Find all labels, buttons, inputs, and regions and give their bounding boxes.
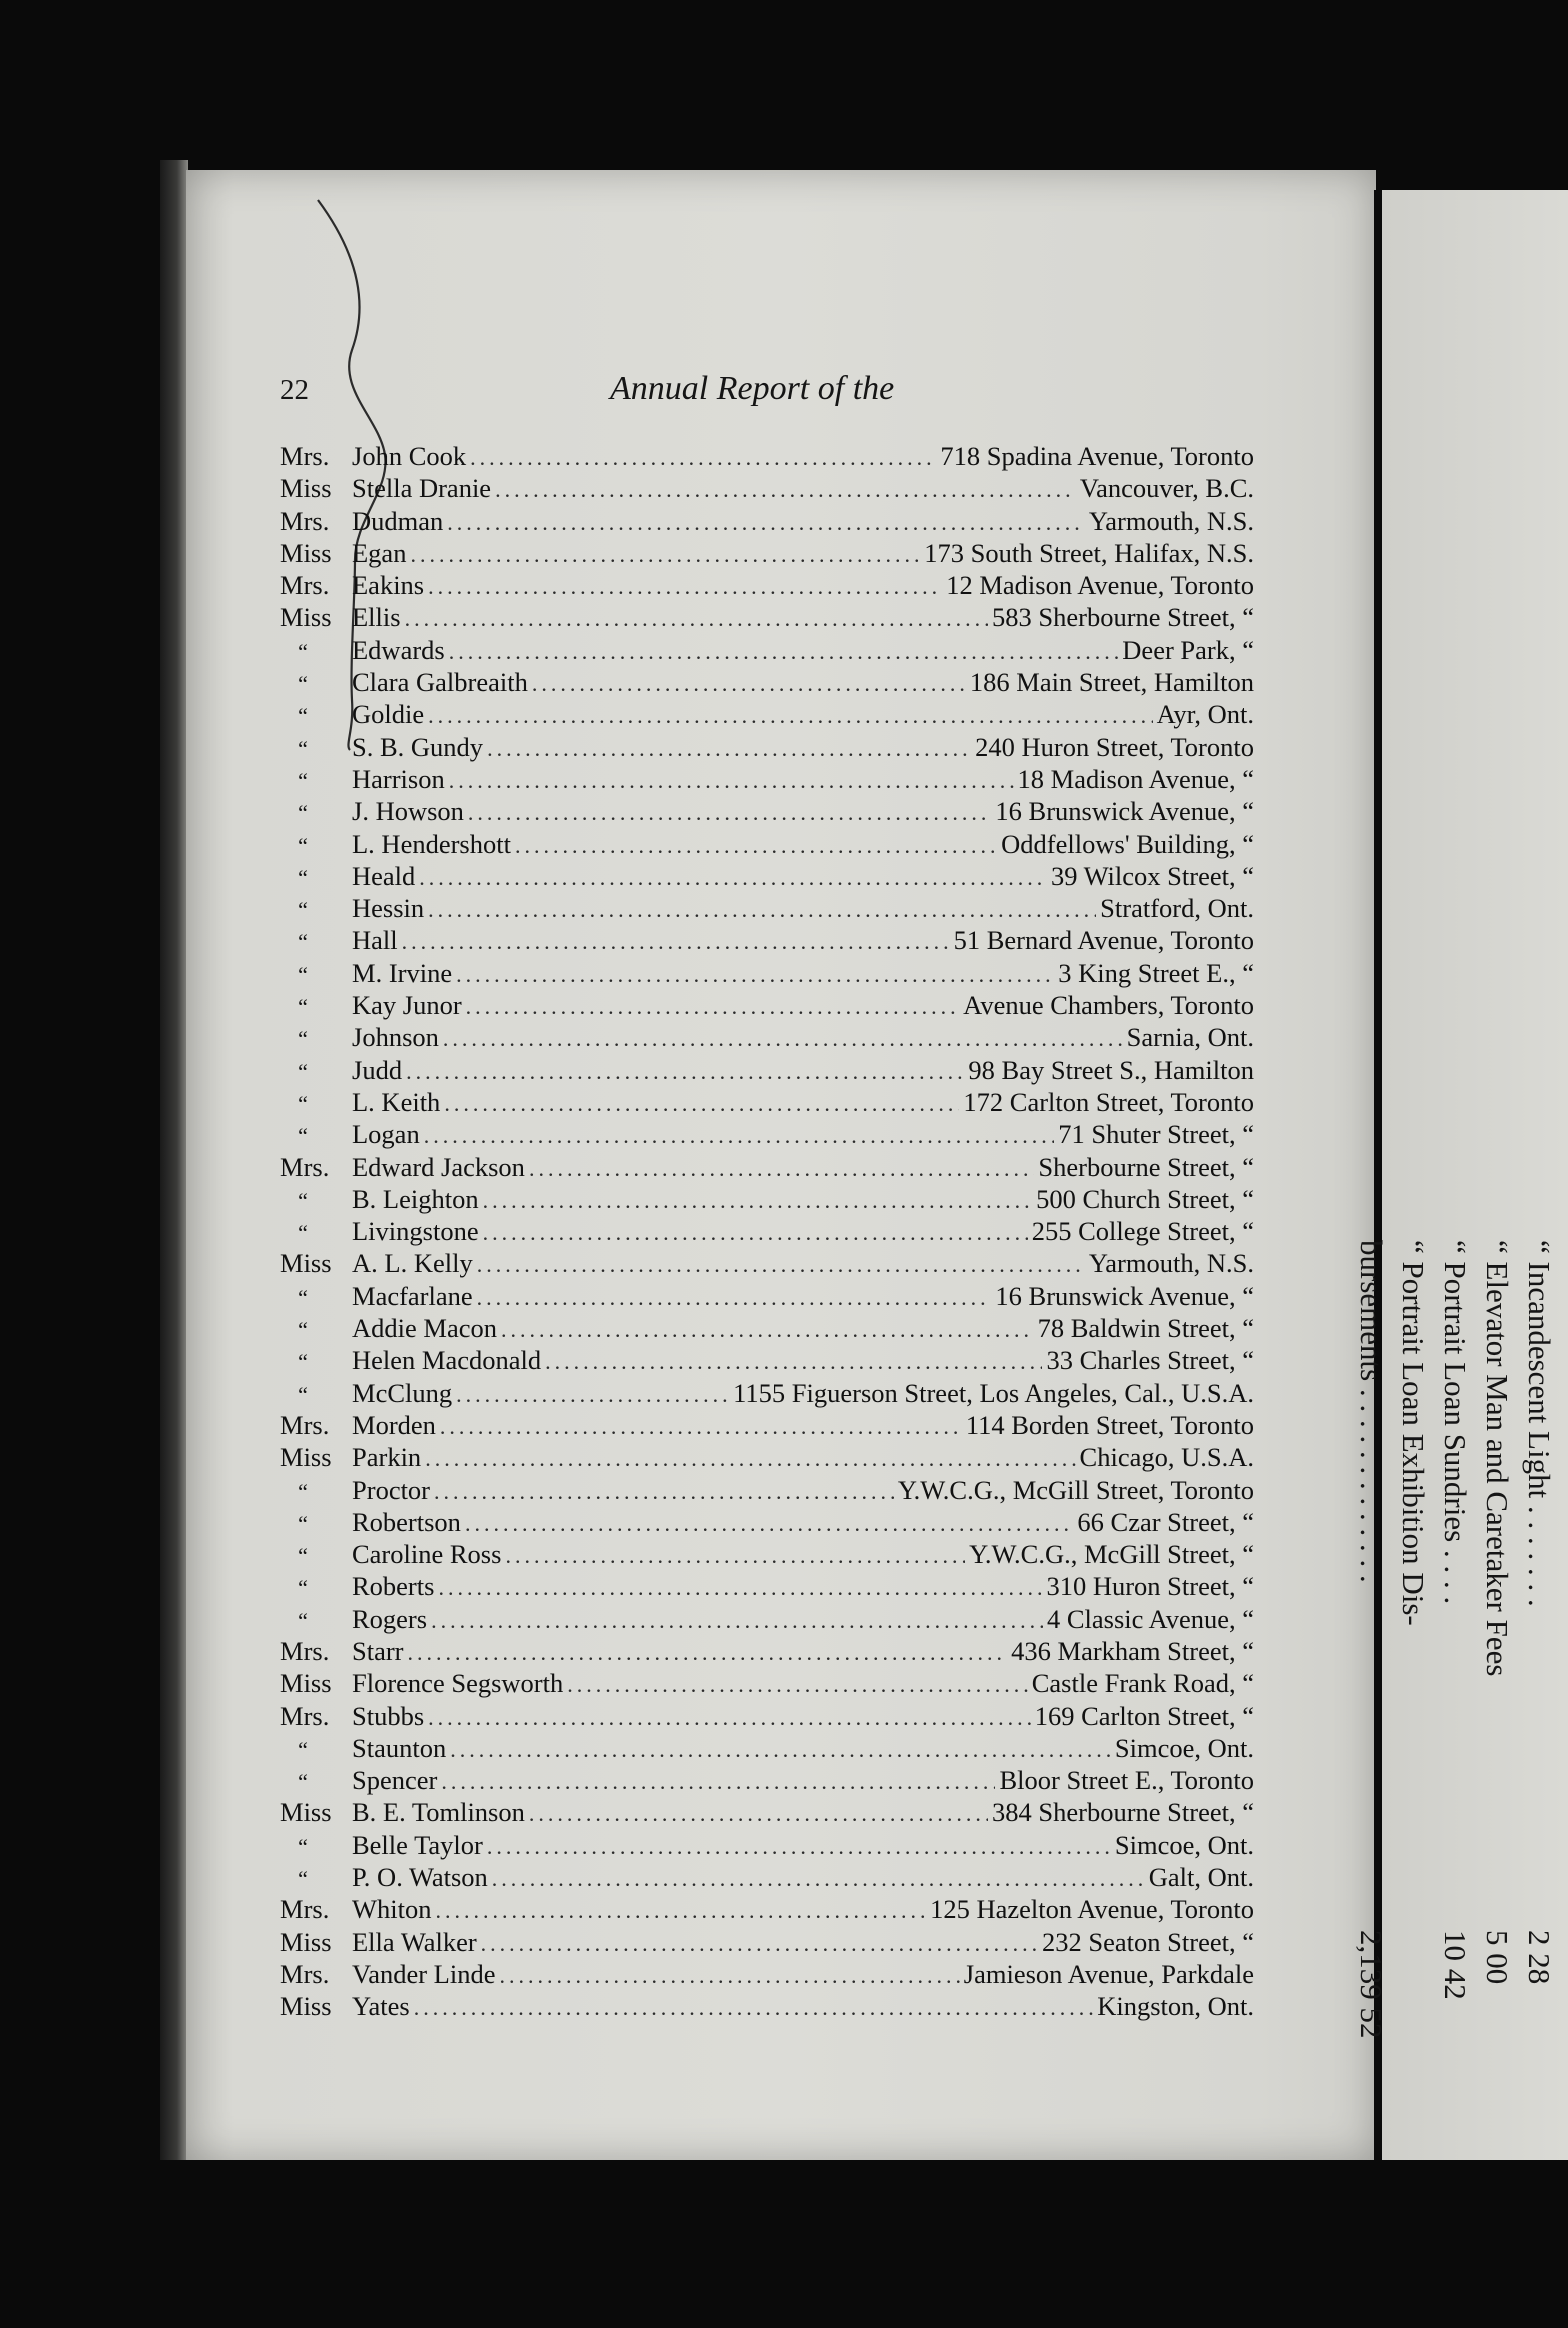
list-item (280, 505, 1254, 537)
list-item (280, 1021, 1254, 1053)
entry-title: Mrs. (280, 1700, 330, 1731)
entry-address: 114 Borden Street, Toronto (965, 1409, 1254, 1440)
entry-title: “ (298, 638, 308, 664)
entry-title: “ (298, 1607, 308, 1633)
facing-page-amount: 2,139 52 (1354, 1930, 1389, 2039)
facing-page-label: “ Portrait Loan Exhibition Dis- (1396, 1240, 1431, 1626)
dot-leader (501, 1314, 1034, 1346)
facing-page-label: bursements . . . . . . . . . . . . . (1354, 1240, 1389, 1583)
entry-name: P. O. Watson (352, 1862, 488, 1893)
entry-address: Vancouver, B.C. (1079, 473, 1254, 504)
dot-leader (529, 1798, 988, 1830)
entry-name: Kay Junor (352, 990, 462, 1021)
entry-address: 66 Czar Street, “ (1077, 1506, 1254, 1537)
facing-page-amount: 10 42 (1438, 1930, 1473, 2000)
entry-name: Robertson (352, 1506, 461, 1537)
dot-leader (487, 1831, 1111, 1863)
entry-address: Y.W.C.G., McGill Street, Toronto (897, 1474, 1254, 1505)
entry-address: Stratford, Ont. (1100, 893, 1254, 924)
entry-name: Stubbs (352, 1700, 425, 1731)
entry-name: Rogers (352, 1603, 428, 1634)
entry-title: “ (298, 1317, 308, 1343)
entry-address: Bloor Street E., Toronto (999, 1765, 1254, 1796)
list-item (280, 1118, 1254, 1150)
dot-leader (440, 1411, 962, 1443)
entry-name: Harrison (352, 763, 445, 794)
list-item (280, 1344, 1254, 1376)
dot-leader (465, 1508, 1073, 1540)
entry-address: 583 Sherbourne Street, “ (992, 602, 1254, 633)
list-item (280, 666, 1254, 698)
facing-page-row (1392, 1240, 1434, 2020)
entry-name: L. Hendershott (352, 828, 511, 859)
facing-page-amount: 5 00 (1480, 1930, 1515, 1985)
entry-name: Starr (352, 1635, 404, 1666)
entry-name: Proctor (352, 1474, 431, 1505)
facing-page-row (1518, 1240, 1560, 2020)
list-item (280, 537, 1254, 569)
entry-title: “ (298, 1349, 308, 1375)
entry-title: Miss (280, 602, 332, 633)
list-item (280, 1183, 1254, 1215)
entry-address: Simcoe, Ont. (1114, 1732, 1254, 1763)
entry-address: Galt, Ont. (1148, 1862, 1254, 1893)
dot-leader (428, 571, 942, 603)
entry-address: 4 Classic Avenue, “ (1046, 1603, 1254, 1634)
dot-leader (449, 636, 1119, 668)
dot-leader (492, 1863, 1145, 1895)
entry-title: Miss (280, 1797, 332, 1828)
entry-title: Mrs. (280, 1958, 330, 1989)
dot-leader (405, 603, 988, 635)
dot-leader (500, 1960, 960, 1992)
list-item (280, 795, 1254, 827)
entry-address: Sarnia, Ont. (1126, 1022, 1254, 1053)
dot-leader (443, 1023, 1123, 1055)
entry-address: 240 Huron Street, Toronto (975, 731, 1254, 762)
entry-address: 33 Charles Street, “ (1046, 1345, 1254, 1376)
entry-address: 39 Wilcox Street, “ (1050, 860, 1254, 891)
entry-name: B. Leighton (352, 1183, 479, 1214)
entry-title: Miss (280, 1248, 332, 1279)
entry-address: Jamieson Avenue, Parkdale (963, 1958, 1254, 1989)
entry-address: 98 Bay Street S., Hamilton (968, 1054, 1254, 1085)
entry-address: Castle Frank Road, “ (1031, 1668, 1254, 1699)
entry-title: “ (298, 1736, 308, 1762)
dot-leader (532, 668, 966, 700)
entry-address: Deer Park, “ (1122, 634, 1254, 665)
entry-address: 78 Baldwin Street, “ (1037, 1313, 1254, 1344)
list-item (280, 1893, 1254, 1925)
entry-name: Livingstone (352, 1216, 479, 1247)
dot-leader (468, 797, 992, 829)
dot-leader (481, 1928, 1038, 1960)
entry-name: L. Keith (352, 1086, 441, 1117)
list-item (280, 601, 1254, 633)
entry-name: Heald (352, 860, 416, 891)
list-item (280, 1958, 1254, 1990)
list-item (280, 1215, 1254, 1247)
facing-page-label: “ Elevator Man and Caretaker Fees (1480, 1240, 1515, 1677)
dot-leader (483, 1185, 1033, 1217)
list-item (280, 1247, 1254, 1279)
entry-title: Miss (280, 1991, 332, 2022)
entry-address: 18 Madison Avenue, “ (1017, 763, 1254, 794)
list-item (280, 1990, 1254, 2022)
page-header (280, 370, 1250, 414)
list-item (280, 1764, 1254, 1796)
list-item (280, 1635, 1254, 1667)
facing-page-amount: 2 28 (1522, 1930, 1557, 1985)
facing-page-row (1434, 1240, 1476, 2020)
entry-name: Judd (352, 1054, 403, 1085)
entry-address: 12 Madison Avenue, Toronto (946, 570, 1254, 601)
list-item (280, 1861, 1254, 1893)
list-item (280, 1377, 1254, 1409)
entry-title: “ (298, 735, 308, 761)
dot-leader (477, 1249, 1085, 1281)
entry-address: Simcoe, Ont. (1114, 1829, 1254, 1860)
dot-leader (450, 1734, 1111, 1766)
entry-title: Miss (280, 537, 332, 568)
list-item (280, 1474, 1254, 1506)
dot-leader (425, 1443, 1075, 1475)
entry-name: Johnson (352, 1022, 439, 1053)
entry-title: Mrs. (280, 1151, 330, 1182)
running-title: Annual Report of the (610, 370, 895, 407)
entry-name: Macfarlane (352, 1280, 473, 1311)
list-item (280, 569, 1254, 601)
entry-address: 500 Church Street, “ (1036, 1183, 1254, 1214)
entry-title: Mrs. (280, 441, 330, 471)
list-item (280, 1538, 1254, 1570)
entry-name: Spencer (352, 1765, 438, 1796)
list-item (280, 892, 1254, 924)
entry-name: Morden (352, 1409, 436, 1440)
dot-leader (545, 1346, 1042, 1378)
entry-address: 718 Spadina Avenue, Toronto (940, 441, 1254, 471)
entry-title: “ (298, 897, 308, 923)
entry-name: A. L. Kelly (352, 1248, 473, 1279)
list-item (280, 1506, 1254, 1538)
dot-leader (505, 1540, 965, 1572)
list-item (280, 634, 1254, 666)
entry-address: Yarmouth, N.S. (1088, 1248, 1254, 1279)
entry-name: J. Howson (352, 796, 464, 827)
entry-title: Miss (280, 1668, 332, 1699)
dot-leader (495, 474, 1076, 506)
facing-page-rotated-text (1354, 1240, 1560, 2039)
list-item (280, 1732, 1254, 1764)
list-item (280, 472, 1254, 504)
dot-leader (456, 959, 1054, 991)
list-item (280, 1667, 1254, 1699)
list-item (280, 1409, 1254, 1441)
entry-name: Yates (352, 1991, 410, 2022)
entry-address: 51 Bernard Avenue, Toronto (953, 925, 1254, 956)
entry-title: Mrs. (280, 505, 330, 536)
list-item (280, 1086, 1254, 1118)
dot-leader (483, 1217, 1028, 1249)
entry-address: 16 Brunswick Avenue, “ (995, 796, 1254, 827)
dot-leader (402, 926, 950, 958)
entry-title: “ (298, 1026, 308, 1052)
entry-title: Miss (280, 473, 332, 504)
list-item (280, 1829, 1254, 1861)
list-item (280, 860, 1254, 892)
entry-name: McClung (352, 1377, 453, 1408)
entry-title: “ (298, 961, 308, 987)
facing-page-label: “ Incandescent Light . . . . . . . (1522, 1240, 1557, 1607)
list-item (280, 1603, 1254, 1635)
entry-address: 71 Shuter Street, “ (1058, 1119, 1254, 1150)
dot-leader (414, 1992, 1094, 2024)
dot-leader (466, 991, 960, 1023)
entry-address: Chicago, U.S.A. (1079, 1442, 1254, 1473)
list-item (280, 1700, 1254, 1732)
entry-name: Eakins (352, 570, 425, 601)
list-item (280, 1570, 1254, 1602)
entry-title: Mrs. (280, 570, 330, 601)
entry-title: Mrs. (280, 1409, 330, 1440)
entry-title: Mrs. (280, 1635, 330, 1666)
entry-name: Ella Walker (352, 1926, 477, 1957)
facing-page-row (1476, 1240, 1518, 2020)
entry-name: Dudman (352, 505, 444, 536)
member-list (280, 440, 1254, 2023)
dot-leader (441, 1766, 995, 1798)
entry-title: “ (298, 767, 308, 793)
entry-name: Egan (352, 537, 407, 568)
dot-leader (447, 507, 1085, 539)
entry-name: John Cook (352, 441, 467, 471)
entry-title: “ (298, 800, 308, 826)
entry-name: Caroline Ross (352, 1539, 502, 1570)
entry-address: Kingston, Ont. (1097, 1991, 1254, 2022)
list-item (280, 1796, 1254, 1828)
entry-address: 186 Main Street, Hamilton (969, 667, 1254, 698)
entry-title: “ (298, 703, 308, 729)
entry-title: “ (298, 1510, 308, 1536)
list-item (280, 698, 1254, 730)
entry-title: Mrs. (280, 1894, 330, 1925)
entry-name: Goldie (352, 699, 425, 730)
entry-address: 173 South Street, Halifax, N.S. (924, 537, 1254, 568)
list-item (280, 731, 1254, 763)
dot-leader (470, 442, 936, 474)
dot-leader (567, 1669, 1028, 1701)
list-item (280, 1280, 1254, 1312)
entry-title: “ (298, 832, 308, 858)
entry-address: 310 Huron Street, “ (1046, 1571, 1254, 1602)
dot-leader (444, 1088, 959, 1120)
dot-leader (424, 1120, 1055, 1152)
entry-address: 384 Sherbourne Street, “ (992, 1797, 1254, 1828)
entry-title: “ (298, 1187, 308, 1213)
dot-leader (529, 1153, 1034, 1185)
entry-address: 169 Carlton Street, “ (1034, 1700, 1254, 1731)
entry-title: “ (298, 671, 308, 697)
entry-address: 1155 Figuerson Street, Los Angeles, Cal., U.S.A. (733, 1377, 1254, 1408)
entry-name: Edward Jackson (352, 1151, 525, 1182)
entry-name: Stella Dranie (352, 473, 492, 504)
dot-leader (487, 733, 971, 765)
entry-address: 16 Brunswick Avenue, “ (995, 1280, 1254, 1311)
entry-name: Parkin (352, 1442, 422, 1473)
entry-title: “ (298, 1284, 308, 1310)
entry-title: “ (298, 1220, 308, 1246)
entry-address: 255 College Street, “ (1031, 1216, 1254, 1247)
dot-leader (428, 1702, 1031, 1734)
list-item (280, 957, 1254, 989)
entry-name: Addie Macon (352, 1313, 497, 1344)
entry-title: “ (298, 929, 308, 955)
entry-title: “ (298, 1769, 308, 1795)
list-item (280, 1312, 1254, 1344)
entry-name: Florence Segsworth (352, 1668, 564, 1699)
dot-leader (436, 1895, 927, 1927)
entry-name: Hall (352, 925, 398, 956)
entry-address: Oddfellows' Building, “ (1001, 828, 1254, 859)
entry-address: 436 Markham Street, “ (1011, 1635, 1254, 1666)
list-item (280, 763, 1254, 795)
entry-title: “ (298, 1381, 308, 1407)
entry-title: “ (298, 1090, 308, 1116)
dot-leader (408, 1637, 1008, 1669)
page-number: 22 (280, 374, 309, 406)
entry-address: Y.W.C.G., McGill Street, “ (969, 1539, 1254, 1570)
entry-title: “ (298, 864, 308, 890)
entry-name: Edwards (352, 634, 445, 665)
dot-leader (515, 830, 997, 862)
entry-name: Hessin (352, 893, 425, 924)
entry-name: Ellis (352, 602, 401, 633)
entry-name: Helen Macdonald (352, 1345, 542, 1376)
dot-leader (406, 1056, 964, 1088)
entry-name: Vander Linde (352, 1958, 496, 1989)
entry-title: “ (298, 994, 308, 1020)
list-item (280, 924, 1254, 956)
dot-leader (456, 1379, 729, 1411)
entry-name: Whiton (352, 1894, 432, 1925)
list-item (280, 828, 1254, 860)
facing-page-row (1350, 1240, 1392, 2039)
entry-name: Logan (352, 1119, 420, 1150)
entry-name: Belle Taylor (352, 1829, 483, 1860)
list-item (280, 1054, 1254, 1086)
book-binding-edge (160, 160, 188, 2160)
entry-address: 3 King Street E., “ (1058, 957, 1254, 988)
list-item (280, 440, 1254, 472)
dot-leader (428, 894, 1096, 926)
list-item (280, 1151, 1254, 1183)
entry-title: “ (298, 1543, 308, 1569)
entry-title: “ (298, 1833, 308, 1859)
dot-leader (431, 1605, 1043, 1637)
list-item (280, 1926, 1254, 1958)
facing-page-label: “ Portrait Loan Sundries . . . . (1438, 1240, 1473, 1605)
entry-title: “ (298, 1575, 308, 1601)
entry-title: “ (298, 1123, 308, 1149)
dot-leader (434, 1476, 894, 1508)
entry-address: Avenue Chambers, Toronto (963, 990, 1254, 1021)
entry-title: “ (298, 1478, 308, 1504)
dot-leader (477, 1282, 992, 1314)
list-item (280, 989, 1254, 1021)
entry-name: Clara Galbreaith (352, 667, 528, 698)
entry-address: 125 Hazelton Avenue, Toronto (930, 1894, 1254, 1925)
entry-address: Yarmouth, N.S. (1088, 505, 1254, 536)
entry-title: Miss (280, 1442, 332, 1473)
dot-leader (449, 765, 1014, 797)
entry-address: 172 Carlton Street, Toronto (963, 1086, 1254, 1117)
entry-name: S. B. Gundy (352, 731, 484, 762)
entry-title: “ (298, 1058, 308, 1084)
entry-address: Ayr, Ont. (1156, 699, 1254, 730)
dot-leader (438, 1572, 1042, 1604)
entry-name: Staunton (352, 1732, 447, 1763)
dot-leader (428, 700, 1153, 732)
entry-address: 232 Seaton Street, “ (1042, 1926, 1254, 1957)
dot-leader (410, 539, 920, 571)
entry-name: M. Irvine (352, 957, 453, 988)
list-item (280, 1441, 1254, 1473)
entry-title: “ (298, 1866, 308, 1892)
entry-title: Miss (280, 1926, 332, 1957)
dot-leader (419, 862, 1047, 894)
entry-name: Roberts (352, 1571, 435, 1602)
entry-address: Sherbourne Street, “ (1038, 1151, 1254, 1182)
entry-name: B. E. Tomlinson (352, 1797, 525, 1828)
